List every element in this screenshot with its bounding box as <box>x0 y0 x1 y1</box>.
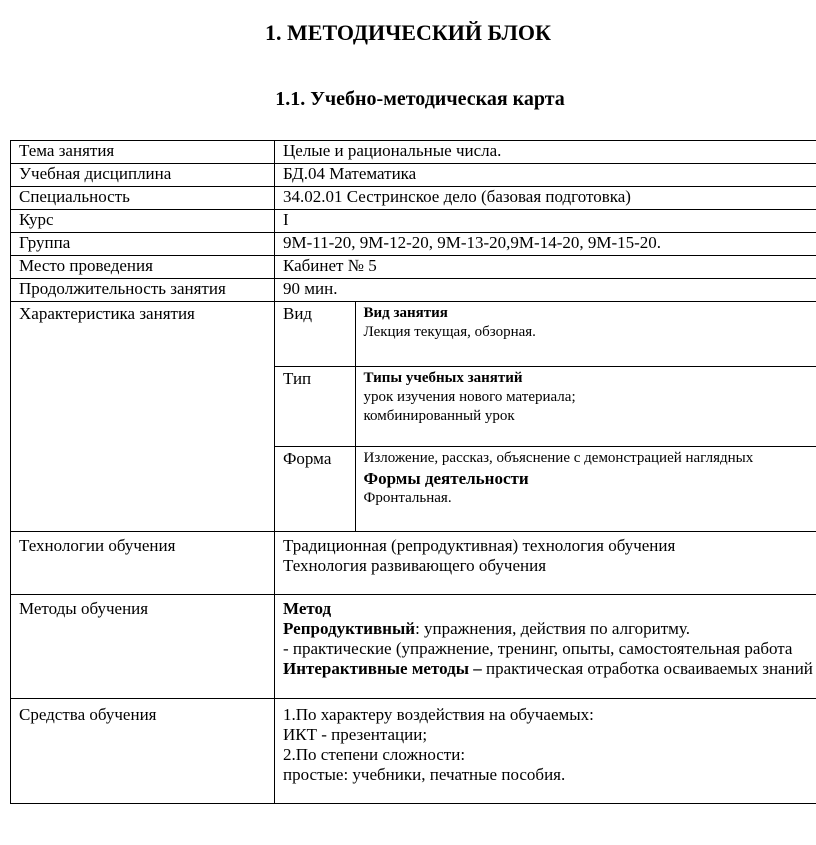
value-bold: Репродуктивный <box>283 619 416 638</box>
table-row-characteristic <box>11 302 816 532</box>
row-label: Специальность <box>11 187 275 210</box>
row-label: Характеристика занятия <box>11 302 275 532</box>
row-value: 34.02.01 Сестринское дело (базовая подготовка) <box>275 187 816 210</box>
section-heading: 1.1. Учебно-методическая карта <box>275 88 565 110</box>
table-row <box>11 164 816 187</box>
table-row <box>11 233 816 256</box>
row-label: Место проведения <box>11 256 275 279</box>
sub-label: Вид <box>275 302 355 366</box>
sub-content <box>355 366 816 446</box>
row-value: 9М-11-20, 9М-12-20, 9М-13-20,9М-14-20, 9М-15-20. <box>275 233 816 256</box>
value-rest: практическая отработка осваиваемых знаний <box>481 659 813 678</box>
table-row <box>11 187 816 210</box>
sub-text: Изложение, рассказ, объяснение с демонстрацией наглядных <box>363 449 754 466</box>
row-value <box>275 699 816 804</box>
row-value <box>275 302 816 532</box>
value-line: Технология развивающего обучения <box>283 556 547 575</box>
table-row <box>11 279 816 302</box>
sub-text: Лекция текущая, обзорная. <box>363 324 536 340</box>
sub-label: Тип <box>275 366 355 446</box>
methodical-map-table <box>10 140 816 804</box>
table-row-technologies <box>11 532 816 595</box>
table-row-means <box>11 699 816 804</box>
value-bold: Интерактивные методы – <box>283 659 482 678</box>
sub-content <box>355 302 816 366</box>
sub-label: Форма <box>275 446 355 531</box>
value-line: 2.По степени сложности: <box>283 745 466 764</box>
subtable-row <box>275 446 816 531</box>
sub-title: Вид занятия <box>363 305 448 321</box>
sub-content <box>355 446 816 531</box>
value-line <box>283 619 816 639</box>
page-heading: 1. МЕТОДИЧЕСКИЙ БЛОК <box>265 20 551 45</box>
row-value: Целые и рациональные числа. <box>275 141 816 164</box>
subtable-row <box>275 366 816 446</box>
row-label: Технологии обучения <box>11 532 275 595</box>
row-value: БД.04 Математика <box>275 164 816 187</box>
value-line: ИКТ - презентации; <box>283 725 428 744</box>
row-label: Тема занятия <box>11 141 275 164</box>
row-value: 90 мин. <box>275 279 816 302</box>
value-rest: : упражнения, действия по алгоритму. <box>415 619 690 638</box>
row-label: Средства обучения <box>11 699 275 804</box>
value-line: Традиционная (репродуктивная) технология обучения <box>283 536 676 555</box>
row-label: Группа <box>11 233 275 256</box>
sub-title: Формы деятельности <box>363 468 529 488</box>
value-line: 1.По характеру воздействия на обучаемых: <box>283 705 594 724</box>
row-value: Кабинет № 5 <box>275 256 816 279</box>
value-line: простые: учебники, печатные пособия. <box>283 765 566 784</box>
row-label: Методы обучения <box>11 595 275 699</box>
value-line: Метод <box>283 599 332 618</box>
sub-text: комбинированный урок <box>363 407 515 424</box>
subtable-row <box>275 302 816 366</box>
table-row <box>11 141 816 164</box>
row-label: Учебная дисциплина <box>11 164 275 187</box>
row-label: Продолжительность занятия <box>11 279 275 302</box>
value-line <box>283 659 816 679</box>
table-row-methods <box>11 595 816 699</box>
row-value: I <box>275 210 816 233</box>
table-row <box>11 256 816 279</box>
sub-title: Типы учебных занятий <box>363 369 523 386</box>
sub-text: урок изучения нового материала; <box>363 388 576 405</box>
row-value <box>275 532 816 595</box>
sub-text: Фронтальная. <box>363 489 452 506</box>
table-row <box>11 210 816 233</box>
row-value <box>275 595 816 699</box>
characteristic-subtable <box>275 302 816 531</box>
value-line: - практические (упражнение, тренинг, опыты, самостоятельная работа <box>283 639 793 658</box>
row-label: Курс <box>11 210 275 233</box>
